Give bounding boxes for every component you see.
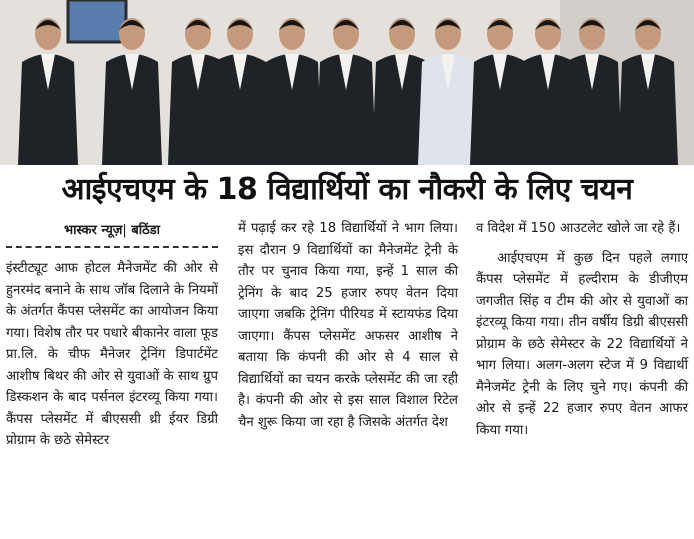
group-photo-drawing	[0, 0, 694, 165]
article-paragraph: में पढ़ाई कर रहे 18 विद्यार्थियों ने भाग लिया। इस दौरान 9 विद्यार्थियों का मैनेजमेंट ट्रेनी के तौर पर चुनाव किया गया, इन्हें 1 साल की ट्रेनिंग के बाद 25 हजार रुपए वेतन दिया जाएगा जबकि ट्रेनिंग पीरियड में स्टायफंड दिया जाएगा। कैंपस प्लेसमेंट अफसर आशीष ने बताया कि कंपनी की ओर से 4 साल से विद्यार्थियों का चयन करके प्लेसमेंट की जा रही है। कंपनी की ओर से इस साल विशाल रिटेल चैन शुरू किया जा रहा है जिसके अंतर्गत देश	[238, 221, 458, 430]
article-paragraph: इंस्टीट्यूट आफ होटल मैनेजमेंट की ओर से हुनरमंद बनाने के साथ जॉब दिलाने के नियमों के अंतर्गत कैंपस प्लेसमेंट का आयोजन किया गया। विशेष तौर पर पधारे बीकानेर वाला फूड प्रा.लि. के चीफ मैनेजर ट्रेनिंग डिपार्टमेंट आशीष बिथर की ओर से युवाओं के साथ ग्रुप डिस्कशन के बाद पर्सनल इंटरव्यू किया गया। कैंपस प्लेसमेंट में बीएससी थ्री ईयर डिग्री प्रोग्राम के छठे सेमेस्टर	[6, 261, 218, 448]
byline-separator: |	[122, 223, 127, 238]
article-paragraph: आईएचएम में कुछ दिन पहले लगाए कैंपस प्लेसमेंट में हल्दीराम के डीजीएम जगजीत सिंह व टीम की ओर से युवाओं का इंटरव्यू किया गया। तीन वर्षीय डिग्री बीएससी प्रोग्राम के छठे सेमेस्टर के 22 विद्यार्थियों ने भाग लिया। अलग-अलग स्टेज में 9 विद्यार्थी मैनेजमेंट ट्रेनी के लिए चुने गए। कंपनी की ओर से इन्हें 22 हजार रुपए वेतन आफर किया गया।	[476, 250, 688, 438]
group-photo	[0, 0, 694, 165]
byline-source: भास्कर न्यूज़	[63, 223, 123, 238]
byline	[6, 218, 218, 244]
article-column-3	[476, 218, 688, 441]
byline-place: बठिंडा	[131, 223, 160, 238]
byline-rule	[6, 246, 218, 248]
article-paragraph: व विदेश में 150 आउटलेट खोले जा रहे हैं।	[476, 221, 681, 236]
article-column-2	[238, 218, 458, 433]
headline: आईएचएम के 18 विद्यार्थियों का नौकरी के लिए चयन	[61, 172, 633, 207]
article-column-1	[6, 258, 218, 452]
